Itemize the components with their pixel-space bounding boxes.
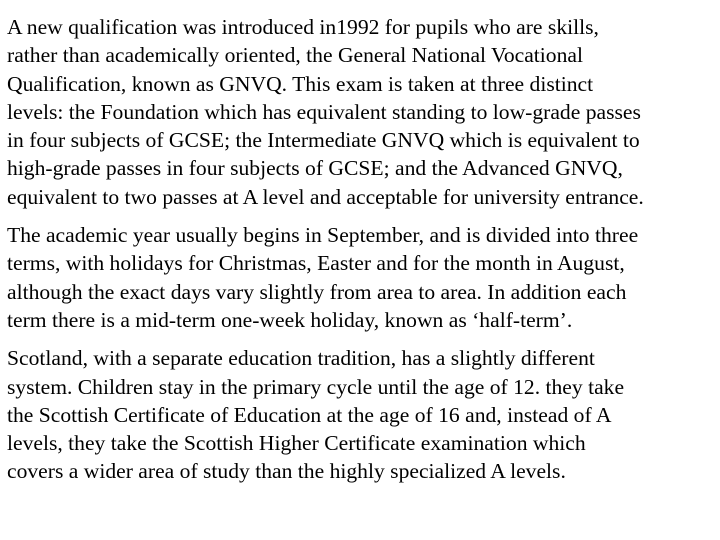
text-line: covers a wider area of study than the highly specialized A levels.: [7, 459, 566, 484]
text-line: The academic year usually begins in September, and is divided into three: [7, 223, 639, 248]
text-line: high-grade passes in four subjects of GCSE; and the Advanced GNVQ,: [7, 156, 623, 181]
text-line: the Scottish Certificate of Education at the age of 16 and, instead of A: [7, 402, 612, 427]
text-line: rather than academically oriented, the General National Vocational: [7, 43, 583, 68]
text-line: terms, with holidays for Christmas, Easter and for the month in August,: [7, 251, 625, 276]
paragraph-gnvq: [7, 13, 714, 211]
text-line: Qualification, known as GNVQ. This exam is taken at three distinct: [7, 71, 594, 96]
paragraph-academic-year: [7, 221, 714, 334]
paragraph-scotland: [7, 344, 714, 485]
text-line: levels: the Foundation which has equivalent standing to low-grade passes: [7, 99, 641, 124]
text-line: system. Children stay in the primary cycle until the age of 12. they take: [7, 374, 625, 399]
text-line: equivalent to two passes at A level and acceptable for university entrance.: [7, 184, 644, 209]
text-line: although the exact days vary slightly from area to area. In addition each: [7, 279, 627, 304]
text-line: Scotland, with a separate education tradition, has a slightly different: [7, 346, 595, 371]
text-line: levels, they take the Scottish Higher Certificate examination which: [7, 431, 586, 456]
text-line: term there is a mid-term one-week holiday, known as ‘half-term’.: [7, 307, 573, 332]
text-line: in four subjects of GCSE; the Intermediate GNVQ which is equivalent to: [7, 128, 640, 153]
text-line: A new qualification was introduced in1992 for pupils who are skills,: [7, 15, 599, 39]
